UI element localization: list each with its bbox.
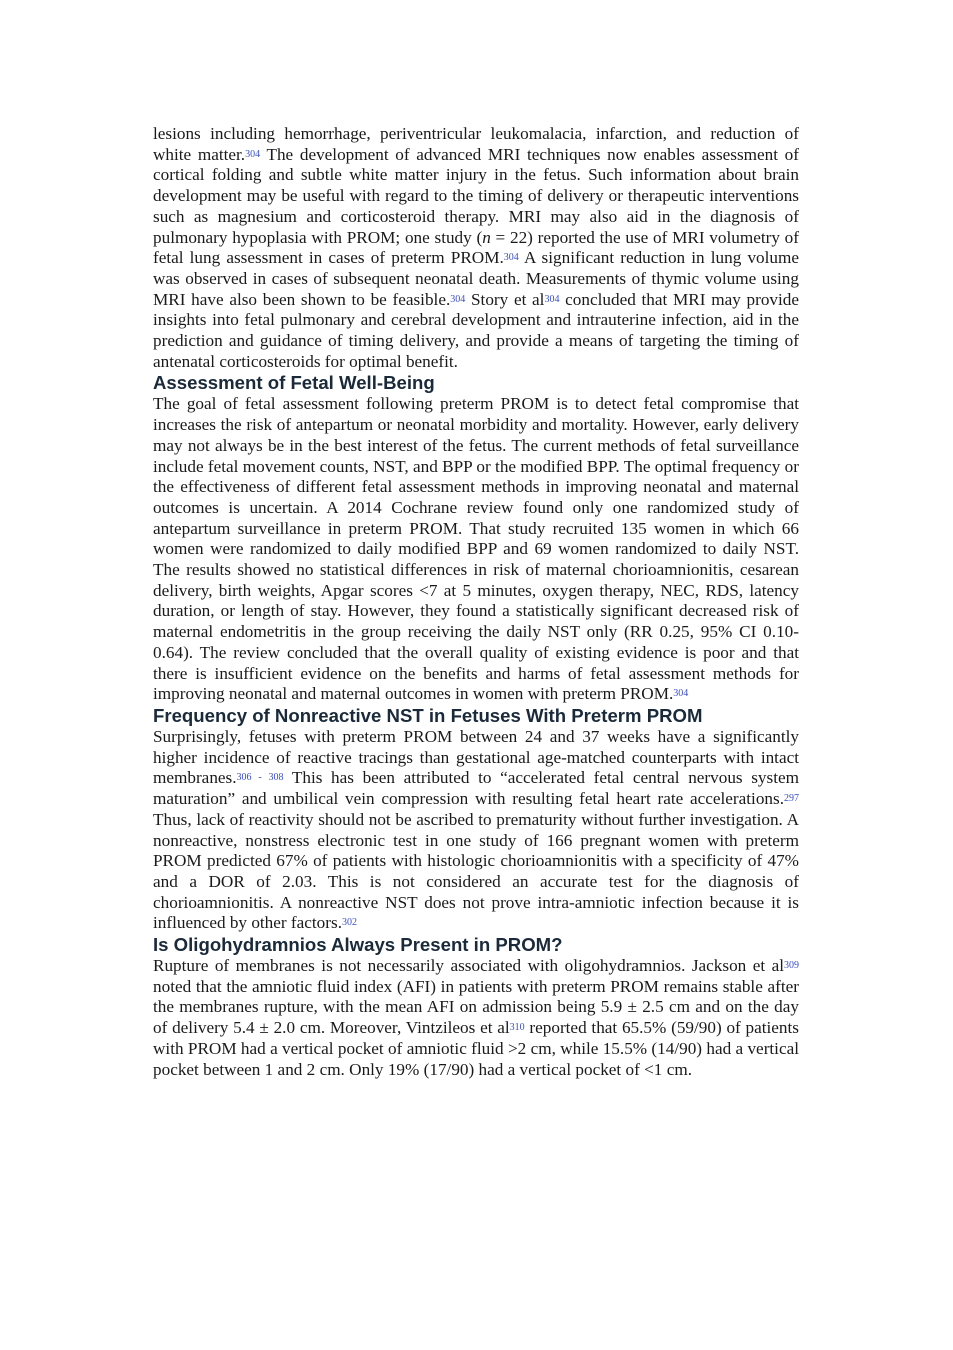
text-run: The goal of fetal assessment following preterm PROM is to detect fetal compromise that increases the risk of antepartum or neonatal morbidity and mortality. However, early delivery may not always be in the best interest of the fetus. The current methods of fetal surveillance include fetal movement counts, NST, and BPP or the modified BPP. The optimal frequency or the effectiveness of different fetal assessment methods in improving neonatal and maternal outcomes is uncertain. A 2014 Cochrane review found only one randomized study of antepartum surveillance in preterm PROM. That study recruited 135 women in which 66 women were randomized to daily modified BPP and 69 women randomized to daily NST. The results showed no statistical differences in risk of maternal chorioamnionitis, cesarean delivery, birth weights, Apgar scores <7 at 5 minutes, oxygen therapy, NEC, RDS, latency duration, or length of stay. However, they found a statistically significant decreased risk of maternal endometritis in the group receiving the daily NST only (RR 0.25, 95% CI 0.10-0.64). The review concluded that the overall quality of existing evidence is poor and that there is insufficient evidence on the benefits and harms of fetal assessment methods for improving neonatal and maternal outcomes in women with preterm PROM.	[153, 394, 799, 704]
text-run: Rupture of membranes is not necessarily associated with oligohydramnios. Jackson et al	[153, 956, 784, 976]
reference-link[interactable]: 304	[673, 688, 689, 700]
text-run: concluded that MRI may provide insights into fetal pulmonary and cerebral development and intrauterine infection, aid in the prediction and guidance of timing delivery, and provide a means of targeting the timing of antenatal corticosteroids for optimal benefit.	[153, 289, 800, 371]
continuation-paragraph	[153, 124, 799, 372]
reference-link[interactable]: 302	[342, 917, 357, 929]
text-run: A significant reduction in lung volume was observed in cases of subsequent neonatal death. Measurements of thymic volume using MRI have also been shown to be feasible.	[153, 248, 800, 309]
reference-link[interactable]: 306 - 308	[236, 772, 284, 784]
paragraph-nonreactive-nst	[153, 727, 799, 934]
reference-link[interactable]: 304	[245, 148, 261, 160]
paragraph-fetal-well-being	[153, 394, 799, 705]
section-heading-oligohydramnios: Is Oligohydramnios Always Present in PROM?	[153, 934, 563, 956]
text-run: The development of advanced MRI techniques now enables assessment of cortical folding and subtle white matter injury in the fetus. Such information about brain development may be useful with regard to the timing of delivery or therapeutic interventions such as magnesium and corticosteroid therapy. MRI may also aid in the diagnosis of pulmonary hypoplasia with PROM; one study (	[153, 144, 799, 247]
reference-link[interactable]: 297	[784, 793, 799, 805]
section-heading-fetal-well-being: Assessment of Fetal Well-Being	[153, 372, 435, 394]
italic-run: n	[482, 227, 491, 247]
text-run: This has been attributed to “accelerated fetal central nervous system maturation” and umbilical vein compression with resulting fetal heart rate accelerations.	[153, 768, 799, 809]
reference-link[interactable]: 304	[503, 252, 519, 264]
article-page	[153, 124, 799, 1080]
reference-link[interactable]: 304	[450, 293, 466, 305]
reference-link[interactable]: 309	[784, 960, 799, 972]
section-heading-nonreactive-nst: Frequency of Nonreactive NST in Fetuses With Preterm PROM	[153, 704, 703, 726]
text-run: reported that 65.5% (59/90) of patients with PROM had a vertical pocket of amniotic fluid >2 cm, while 15.5% (14/90) had a vertical pocket between 1 and 2 cm. Only 19% (17/90) had a vertical pocket of <1 cm.	[153, 1018, 799, 1079]
text-run: Story et al	[465, 289, 545, 309]
text-run: lesions including hemorrhage, periventricular leukomalacia, infarction, and reduction of white matter.	[153, 124, 799, 164]
reference-link[interactable]: 304	[544, 293, 560, 305]
paragraph-oligohydramnios	[153, 956, 799, 1080]
text-run: = 22) reported the use of MRI volumetry of fetal lung assessment in cases of preterm PROM.	[153, 227, 800, 268]
text-run: Surprisingly, fetuses with preterm PROM between 24 and 37 weeks have a significantly higher incidence of reactive tracings than gestational age-matched counterparts with intact membranes.	[153, 726, 799, 788]
text-run: Thus, lack of reactivity should not be ascribed to prematurity without further investigation. A nonreactive, nonstress electronic test in one study of 166 pregnant women with preterm PROM predicted 67% of patients with histologic chorioamnionitis with a specificity of 47% and a DOR of 2.03. This is not considered an accurate test for the diagnosis of chorioamnionitis. A nonreactive NST does not prove intra-amniotic infection because it is influenced by other factors.	[153, 809, 799, 933]
reference-link[interactable]: 310	[509, 1022, 525, 1034]
text-run: noted that the amniotic fluid index (AFI) in patients with preterm PROM remains stable after the membranes rupture, with the mean AFI on admission being 5.9 ± 2.5 cm and on the day of delivery 5.4 ± 2.0 cm. Moreover, Vintzileos et al	[153, 976, 799, 1038]
